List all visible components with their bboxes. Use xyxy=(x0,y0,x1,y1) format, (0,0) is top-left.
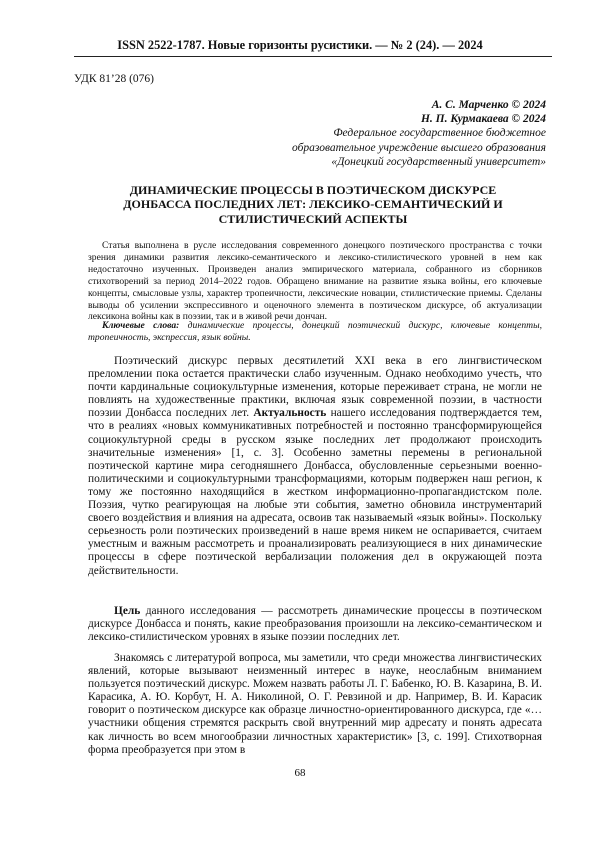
affiliation-line: образовательное учреждение высшего образования xyxy=(292,141,546,154)
body-paragraph xyxy=(88,605,542,644)
abstract: Статья выполнена в русле исследования современного донецкого поэтического пространства с точки зрения динамики развития лексико-семантического и лексико-стилистического уровней в нем как недостаточно изученных. Произведен анализ эмпирического материала, собранного из сборников стихотворений за период 2014–2022 годов. Обращено внимание на развитие языка войны, его ключевые концепты, смысловые узлы, характер тропеичности, лексические новации, стилистические приемы. Сделаны выводы об усилении экспрессивного и оценочного элемента в поэтическом дискурсе, об актуализации лексикона войны как в поэзии, так и в живой речи дончан. xyxy=(88,240,542,323)
title-line: ДИНАМИЧЕСКИЕ ПРОЦЕССЫ В ПОЭТИЧЕСКОМ ДИСКУРСЕ xyxy=(129,183,497,197)
running-header: ISSN 2522-1787. Новые горизонты русистики. — № 2 (24). — 2024 xyxy=(117,38,483,52)
article-title xyxy=(74,183,552,226)
author-block xyxy=(292,98,546,169)
body-paragraph xyxy=(88,355,542,578)
udk-code: УДК 81’28 (076) xyxy=(74,73,154,85)
header-rule xyxy=(74,56,552,57)
title-line: ДОНБАССА ПОСЛЕДНИХ ЛЕТ: ЛЕКСИКО-СЕМАНТИЧЕСКИЙ И xyxy=(123,197,503,212)
author-name: А. С. Марченко © 2024 xyxy=(431,99,546,111)
paragraph-text: данного исследования — рассмотреть динамические процессы в поэтическом дискурсе Донбасса и понять, какие преобразования произошли на лексико-семантическом и лексико-стилистическом уровнях в языке поэзии последних лет. xyxy=(88,605,542,644)
title-line: СТИЛИСТИЧЕСКИЙ АСПЕКТЫ xyxy=(218,211,408,226)
paragraph-text: Поэтический дискурс первых десятилетий XXI века в его лингвистическом преломлении пока остается практически слабо изученным. Однако необходимо учесть, что почти кардинальные социокультурные изменения, которые переживает страна, не могли не повлиять на художественные практики, включая язык современной поэзии, в частности поэзии Донбасса последних лет. xyxy=(88,355,542,420)
keywords xyxy=(88,320,542,344)
emphasis-term: Актуальность xyxy=(253,407,327,420)
emphasis-term: Цель xyxy=(114,605,141,617)
affiliation-line: Федеральное государственное бюджетное xyxy=(333,127,546,140)
page-number: 68 xyxy=(294,767,306,779)
keywords-label: Ключевые слова: xyxy=(102,320,180,331)
author-name: Н. П. Курмакаева © 2024 xyxy=(420,113,546,126)
paragraph-text: нашего исследования подтверждается тем, что в реалиях «новых коммуникативных потребностей и постоянно трансформирующейся социокультурной среды в русском языке последних лет продолжают происходить значительные изменения» [1, с. 3]. Особенно заметны перемены в региональной поэтической картине мира сегодняшнего Донбасса, обусловленные серьезными военно-политическими и социокультурными трансформациями, которым подвержен наш регион, к тому же постоянно находящийся в жестком информационно-пропагандистском поле. Поэзия, чутко реагирующая на любые эти события, заметно обновила инструментарий своего воздействия и влияния на адресата, освоив так называемый «язык войны». Поскольку серьезность роли поэтических произведений в наше время никем не оспаривается, считаем уместным и важным рассмотреть и проанализировать реализующиеся в них динамические процессы в сфере поэтической вербализации положения дел в окружающей поэта действительности. xyxy=(88,407,542,577)
keywords-text: динамические процессы, донецкий поэтический дискурс, ключевые концепты, тропеичность, экспрессия, язык войны. xyxy=(88,320,542,343)
affiliation-line: «Донецкий государственный университет» xyxy=(331,155,546,168)
body-paragraph: Знакомясь с литературой вопроса, мы заметили, что среди множества лингвистических явлений, которые вызывают неизменный интерес в науке, неослабным вниманием пользуется поэтический дискурс. Можем назвать работы Л. Г. Бабенко, Ю. В. Казарина, В. И. Карасика, А. Ю. Корбут, Н. А. Николиной, О. Г. Ревзиной и др. Например, В. И. Карасик говорит о поэтическом дискурсе как образце личностно-ориентированного дискурса, где «…участники общения стремятся раскрыть свой внутренний мир адресату и понять адресата как личность во всем многообразии личностных характеристик» [3, с. 199]. Стихотворная форма преобразуется при этом в xyxy=(88,652,542,756)
